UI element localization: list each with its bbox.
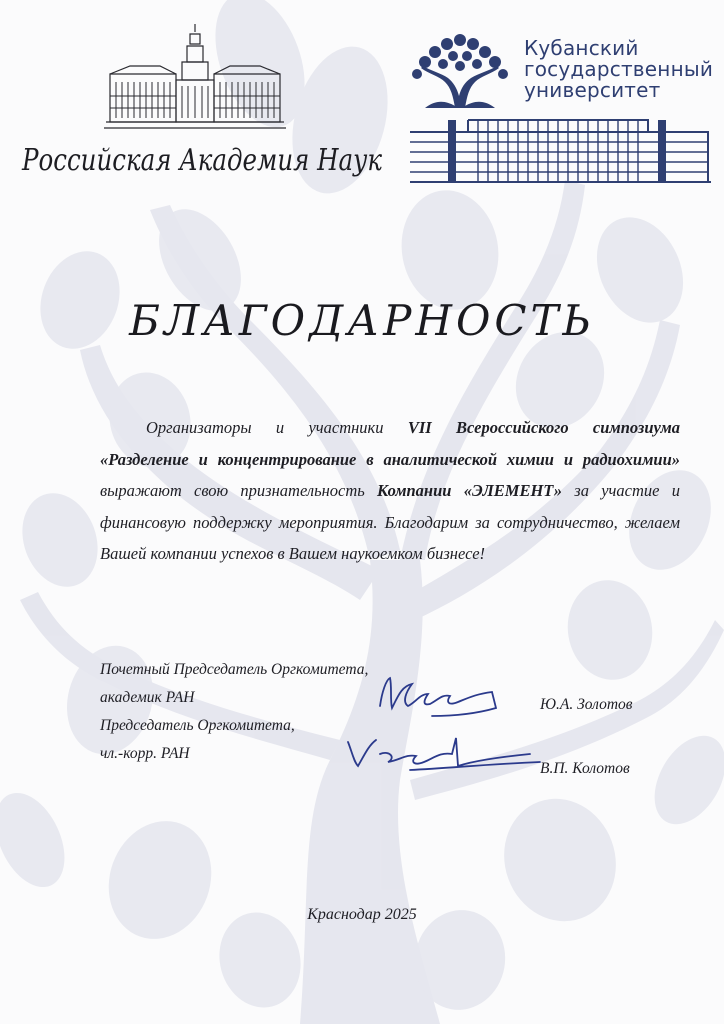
place-and-year: Краснодар 2025 (307, 906, 417, 923)
document-title: БЛАГОДАРНОСТЬ (129, 296, 595, 345)
body-text-segment: Организаторы и участники (146, 418, 408, 437)
signatory-name: В.П. Колотов (540, 760, 630, 777)
body-text-segment: Вашей компании успехов в Вашем наукоемком бизнесе! (100, 544, 486, 563)
signatory-title: Почетный Председатель Оргкомитета, (100, 661, 369, 678)
body-text-segment: финансовую поддержку мероприятия. Благодарим за сотрудничество, желаем (100, 512, 680, 532)
ksu-building-logo (408, 112, 713, 184)
ksu-name-line: университет (524, 78, 661, 102)
ksu-tree-logo (405, 30, 515, 110)
signatory-rank: чл.-корр. РАН (100, 745, 190, 762)
ksu-name (524, 38, 714, 101)
svg-text:Российская Академия Наук: Российская Академия Наук (21, 143, 383, 178)
signatory-rank: академик РАН (100, 689, 195, 706)
signature-zolotov (372, 672, 512, 722)
gratitude-text (100, 412, 680, 570)
ksu-name-line: государственный (524, 57, 714, 81)
ksu-name-line: Кубанский (524, 36, 639, 60)
body-line (100, 444, 680, 476)
symposium-title: «Разделение и концентрирование в аналитической химии и радиохимии» (100, 449, 680, 469)
body-text-segment: выражают свою признательность (100, 481, 378, 500)
body-line (100, 507, 680, 539)
signatory-name: Ю.А. Золотов (540, 696, 633, 713)
body-text-segment: за участие и (562, 481, 680, 500)
body-line (100, 538, 680, 570)
symposium-name: VII Всероссийского симпозиума (407, 418, 680, 437)
signature-kolotov (340, 732, 550, 782)
ras-building-logo (100, 22, 290, 132)
company-name: Компании «ЭЛЕМЕНТ» (377, 481, 563, 500)
signatory-title: Председатель Оргкомитета, (100, 717, 295, 734)
body-line (100, 412, 680, 444)
body-line (100, 475, 680, 507)
ras-wordmark-logo (14, 128, 394, 188)
